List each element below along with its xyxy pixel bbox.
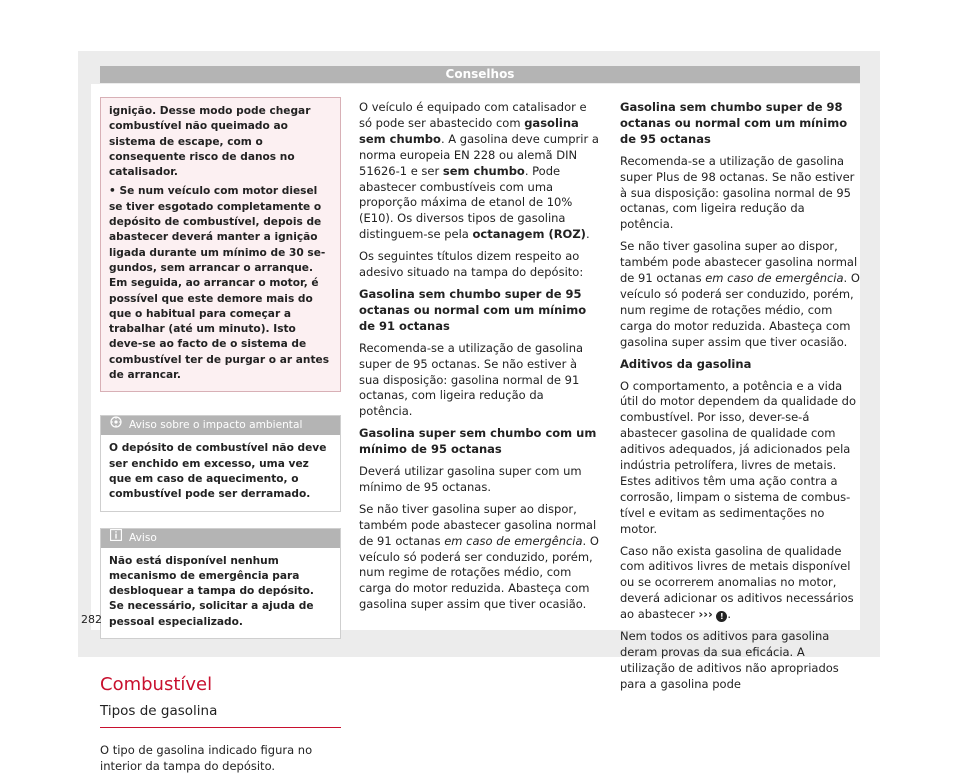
column-middle [359, 100, 600, 619]
info-notice-header [101, 529, 340, 548]
section-title: Combustível [100, 674, 213, 696]
environment-notice-header [101, 416, 340, 435]
warning-continued-text: ignição. Desse modo pode chegar combustível não queimado ao sistema de escape, com o consequente risco de danos no catalisador. [109, 105, 311, 179]
column-left [100, 97, 341, 774]
info-notice-text: Não está disponível nenhum mecanismo de emergência para desbloquear a tampa do depósito. Se necessário, solicitar a ajuda de pessoal especializado. [101, 548, 340, 638]
intro-text: O tipo de gasolina indicado figura no interior da tampa do depósito. [100, 743, 313, 774]
cross-reference-link[interactable]: ››› [698, 607, 713, 622]
catalyst-paragraph: O veículo é equipado com catalisador e só pode ser abastecido com gasolina sem chumbo. A gasolina deve cumprir a norma europeia EN 228 ou alemã DIN 51626-1 e ser sem chumbo. Pode abastecer combustíveis com uma proporção máxima de etanol de 10% (E10). Os diversos tipos de gasolina distinguem-se pela octanagem (ROZ). [359, 100, 599, 242]
heading-95-91: Gasolina sem chumbo super de 95 octanas ou normal com um mínimo de 91 octanas [359, 286, 587, 333]
heading-additives: Aditivos da gasolina [620, 356, 752, 371]
emergency-paragraph-98: Se não tiver gasolina super ao dispor, também pode abastecer gasolina normal de 91 octanas em caso de emergência. O veículo só poderá ser conduzido, porém, num regime de rotações médio, com carga do motor reduzida. Abasteça com gasolina super assim que tiver ocasião. [620, 239, 860, 349]
page-number: 282 [81, 613, 102, 626]
paragraph-98-95: Recomenda-se a utilização de gasolina super Plus de 98 octanas. Se não estiver à sua disposição: gasolina normal de 95 octanas, com ligeira redução da potência. [620, 153, 855, 232]
heading-super-95: Gasolina super sem chumbo com um mínimo de 95 octanas [359, 426, 597, 457]
info-notice-title: Aviso [129, 531, 157, 544]
info-icon [109, 529, 123, 548]
leaf-icon [109, 416, 123, 435]
environment-notice-title: Aviso sobre o impacto ambiental [129, 419, 303, 432]
sticker-paragraph: Os seguintes títulos dizem respeito ao adesivo situado na tampa do depósito: [359, 249, 584, 280]
additives-efficacy-paragraph: Nem todos os aditivos para gasolina deram provas da sua eficácia. A utilização de aditivos não apropriados para a gasolina pode [620, 629, 839, 691]
additives-missing-paragraph: Caso não exista gasolina de qualidade com aditivos livres de metais disponível ou se ocorrerem anomalias no motor, deverá adicionar os aditivos necessários ao abastecer ››› ! . [620, 543, 854, 622]
column-right [620, 100, 860, 699]
heading-98-95: Gasolina sem chumbo super de 98 octanas ou normal com um mínimo de 95 octanas [620, 100, 848, 146]
environment-notice-text: O depósito de combustível não deve ser enchido em excesso, uma vez que em caso de aquecimento, o combustível pode ser derramado. [101, 435, 340, 510]
section-subtitle: Tipos de gasolina [100, 703, 341, 728]
paragraph-95-91: Recomenda-se a utilização de gasolina super de 95 octanas. Se não estiver à sua disposição: gasolina normal de 91 octanas, com ligeira redução da potência. [359, 340, 584, 419]
emergency-paragraph: Se não tiver gasolina super ao dispor, também pode abastecer gasolina normal de 91 octanas em caso de emergência. O veículo só poderá ser conduzido, porém, num regime de rotações médio, com carga do motor reduzida. Abasteça com gasolina super assim que tiver ocasião. [359, 501, 599, 612]
warning-box [100, 97, 341, 392]
environment-notice [100, 415, 341, 511]
page-header: Conselhos [100, 66, 860, 83]
info-notice [100, 528, 341, 639]
warning-bullet-text: • Se num veículo com motor diesel se tiver esgotado completamente o depósito de combustível, depois de abastecer deverá manter a ignição ligada durante um mínimo de 30 segundos, sem arrancar o arranque. Em seguida, ao arrancar o motor, é possível que este demore mais do que o habitual para começar a trabalhar (até um minuto). Isto deve-se ao facto de o sistema de combustível ter de purgar o ar antes de arrancar. [109, 185, 330, 382]
paragraph-super-95: Deverá utilizar gasolina super com um mínimo de 95 octanas. [359, 464, 582, 494]
warning-circle-icon: ! [716, 611, 727, 622]
additives-paragraph: O comportamento, a potência e a vida útil do motor dependem da qualidade do combustível. Por isso, dever-se-á abastecer gasolina de qualidade com aditivos adequados, já adicionados pela indústria petrolífera, livres de metais. Estes aditivos têm uma ação contra a corrosão, limpam o sistema de combustível e evitam as sedimentações no motor. [620, 378, 857, 536]
